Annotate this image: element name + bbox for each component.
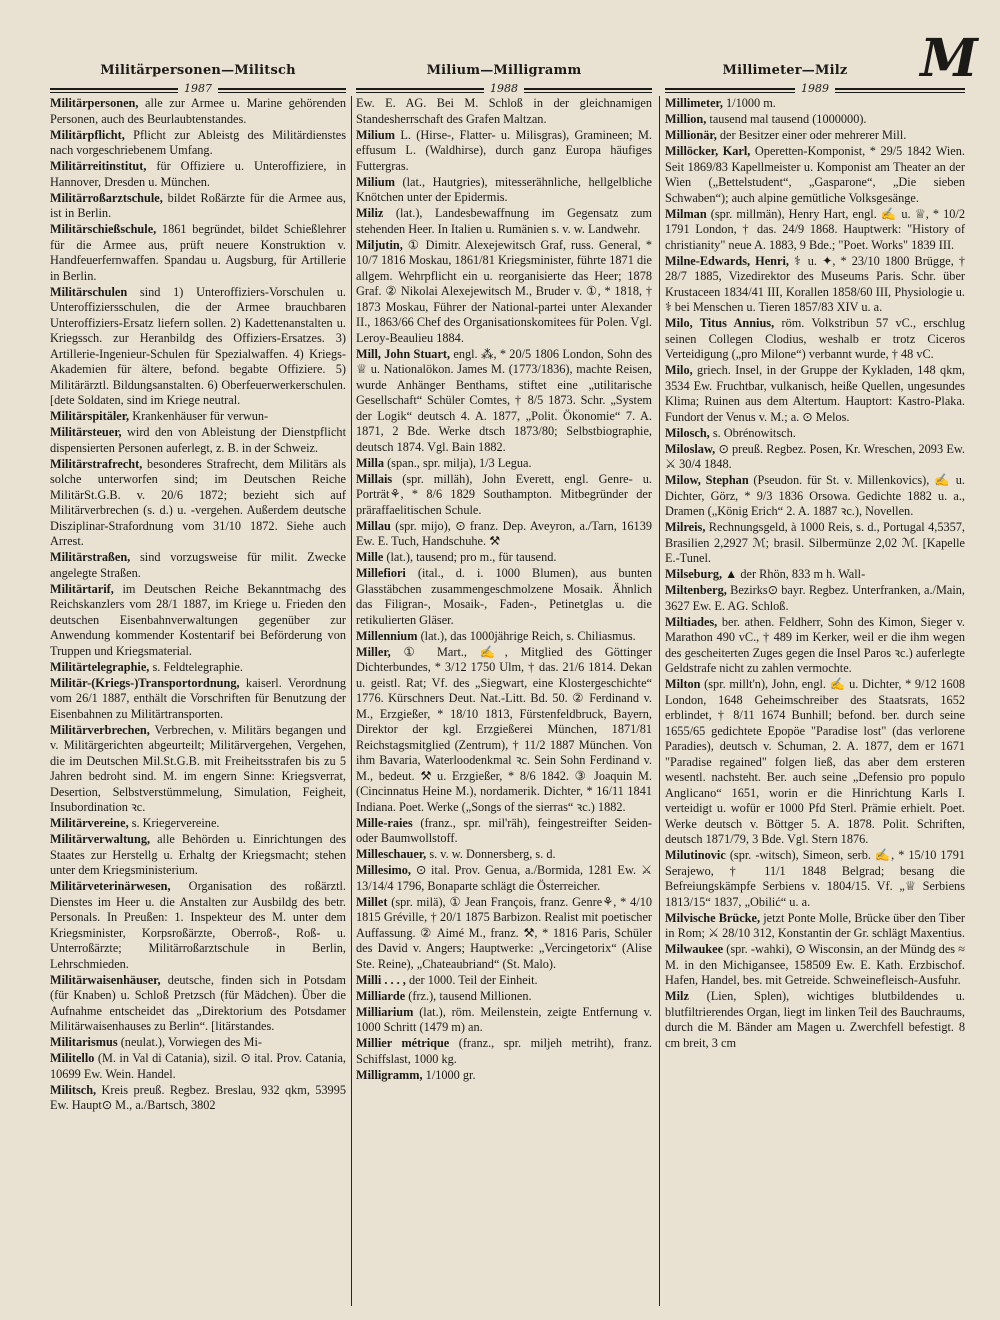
dictionary-entry [50,285,346,409]
dictionary-entry [665,96,965,112]
dictionary-entry [356,863,652,894]
dictionary-entry [665,911,965,942]
entry-text: Verbrechen, v. Militärs begangen und v. Militärgerichten abgeurteilt; Militärvergehen, Vergehen, die im Deutschen Mil.St.G.B. mit Freiheitsstrafen bis zu 5 Jahren bedroht sind. M. im engern Sinne: Kriegsverrat, Desertion, Selbstverstümmelung, Simulation, Feigheit, Insubordination ꝛc. [50,722,346,814]
entry-text: ▲ der Rhön, 833 m h. Wall- [722,567,866,581]
entry-headword: Milli . . . , [356,972,406,987]
entry-headword: Militsch, [50,1082,97,1097]
dictionary-entry [50,457,346,550]
entry-text: (lat.), röm. Meilenstein, zeigte Entfernung v. 1000 Schritt (1479 m) an. [356,1004,652,1034]
entry-text: s. Obrénowitsch. [709,425,796,440]
entry-headword: Militärroßarztschule, [50,190,163,205]
entry-text: sind vorzugsweise für milit. Zwecke angelegte Straßen. [50,550,346,580]
dictionary-entry [665,112,965,128]
entry-text: alle Behörden u. Einrichtungen des Staates zur Herstellg u. Erhaltg der Kriegsmacht; stehen unter dem Kriegsministerium. [50,832,346,877]
entry-text: für Offiziere u. Unteroffiziere, in Hannover, Dresden u. München. [50,159,346,189]
entry-headword: Militärwaisenhäuser, [50,972,161,987]
entry-text: Krankenhäuser für verwun- [129,409,269,423]
entry-headword: Millier métrique [356,1036,450,1050]
dictionary-entry [50,879,346,972]
dictionary-entry [50,128,346,159]
entry-headword: Million, [665,112,707,126]
entry-text: (spr. -witsch), Simeon, serb. ✍, * 15/10 1791 Serajewo, † 11/1 1848 Belgrad; besang die Befreiungskämpfe Serbiens v. 1804/15. Vf. „♕ Serbiens 1813/15“ 1837, „Obilić“ u. a. [665,848,965,909]
entry-text: (spr. -wahki), ⊙ Wisconsin, an der Mündg des ≈ M. in den Michigansee, 158509 Ew. E. Kath. Erzbischof. Hafen, Handel, bes. mit Getreide. Schweinefleisch-Ausfuhr. [665,942,965,987]
dictionary-entry [50,409,346,425]
entry-headword: Milseburg, [665,567,723,581]
entry-text: 1861 begründet, bildet Schießlehrer für die Armee aus, prüft neuere Konstruktion v. Handfeuerfernwaffen. Spandau u. Augsburg, für Artillerie in Berlin. [50,222,346,283]
entry-headword: Milla [356,455,385,470]
running-head-left: Militärpersonen—Militsch [100,63,296,78]
entry-text: (lat.), das 1000jährige Reich, s. Chiliasmus. [417,628,636,643]
entry-headword: Miltenberg, [665,583,727,597]
entry-text: s. v. w. Donnersberg, s. d. [426,847,556,861]
entry-text: (spr. millmän), Henry Hart, engl. ✍ u. ♕, * 10/2 1791 London, † das. 24/9 1868. Hauptwerk: "History of christianity" neue A. 1883, 9 Bde.; "Poet. Works" 1839 III. [665,206,965,252]
entry-text: im Deutschen Reiche Bekanntmachg des Reichskanzlers vom 28/1 1887, im Kriege u. Frieden den deutschen Eisenbahnverwaltungen gegenüber zur Anwendung kommender Kostentarif bei Beförderung von Truppen und Kriegsmaterial. [50,581,346,658]
entry-text: alle zur Armee u. Marine gehörenden Personen, auch des Beurlaubtenstandes. [50,96,346,126]
entry-headword: Militarismus [50,1035,118,1049]
entry-text: (Lien, Splen), wichtiges blutbildendes u. blutfiltrierendes Organ, liegt im linken Teil des Bauchraums, durch die M. Bänder am Magen u. Zwerchfell befestigt. 8 cm breit, 3 cm [665,989,965,1050]
dictionary-entry [665,473,965,520]
dictionary-entry [356,472,652,519]
entry-text: ① Mart., ✍, Mitglied des Göttinger Dichterbundes, * 3/12 1750 Ulm, † das. 21/6 1814. Dekan u. geistl. Rat; Vf. des „Siegwart, eine Klostergeschichte“ 1776. Kürschners Deut. Nat.-Litt. Bd. 50. ② Ferdinand v. M., Erzgießer, * 18/10 1813, Fürstenfeldbruck, Bayern, Direktor der kgl. Erzgießerei München, 1871/81 Reichstagsmitglied (Zentrum), † 11/2 1887 München. Von ihm Bavaria, Waterloodenkmal ꝛc. Sein Sohn Ferdinand v. M., bedeut. ⚒ u. Erzgießer, * 8/6 1842. ③ Joaquin M. (Cincinnatus Heine M.), nordamerik. Dichter, * 16/11 1841 Indiana. Poet. Werke („Songs of the sierras“ ꝛc.) 1882. [356,644,652,814]
dictionary-entry [50,973,346,1035]
entry-headword: Militärstrafrecht, [50,456,143,471]
entry-text: (lat., Hautgries), mitesserähnliche, hellgelbliche Knötchen unter der Epidermis. [356,174,652,204]
dictionary-entry [665,144,965,206]
entry-text: ⊙ ital. Prov. Genua, a./Bormida, 1281 Ew. ⚔ 13/14/4 1796, Bonaparte schlägt die Österreicher. [356,863,652,893]
dictionary-entry [356,645,652,816]
dictionary-entry [50,660,346,676]
entry-headword: Militärsteuer, [50,425,122,439]
dictionary-entry [356,96,652,127]
entry-text: ⚕ u. ✦, * 23/10 1800 Brügge, † 28/7 1885, Vizedirektor des Museums Paris. Schr. über Krustaceen 1834/41 III, Korallen 1858/60 III, Physiologie u. ⚕ bei Menschen u. Tieren 1857/83 XIV u. a. [665,253,965,314]
dictionary-entry [665,989,965,1051]
dictionary-entry [356,206,652,237]
entry-text: L. (Hirse-, Flatter- u. Milisgras), Gramineen; M. effusum L. (Waldhirse), durch ganz Europa häufiges Futtergras. [356,127,652,173]
entry-text: röm. Volkstribun 57 vC., erschlug seinen Collegen Clodius, weshalb er trotz Ciceros Verteidigung („pro Milone“) verbannt wurde, † 48 vC. [665,316,965,361]
dictionary-entry [50,1035,346,1051]
entry-headword: Milton [665,677,701,691]
dictionary-entry [665,254,965,316]
dictionary-entry [665,567,965,583]
entry-headword: Militärspitäler, [50,409,130,423]
entry-text: ber. athen. Feldherr, Sohn des Kimon, Sieger v. Marathon 490 vC., † 489 im Kerker, weil er die ihm wegen des gescheiterten Zuges gegen die Insel Paros ꝛc.) auferlegte Geldstrafe nicht zu zahlen vermochte. [665,614,965,675]
dictionary-entry [356,816,652,847]
dictionary-entry [356,847,652,863]
dictionary-entry [356,1068,652,1084]
entry-headword: Militärtarif, [50,581,114,596]
page-number-left: 1987 [178,82,218,95]
entry-text: griech. Insel, in der Gruppe der Kykladen, 148 qkm, 3534 Ew. Fruchtbar, vulkanisch, heiße Quellen, ungesundes Klima; Ruinen aus dem Altertum. Hauptort: Kastro-Plaka. Fundort der Venus v. M.; a. ⊙ Melos. [665,363,965,424]
entry-text: 1/1000 gr. [422,1067,476,1082]
entry-headword: Millesimo, [356,863,411,877]
dictionary-entry [356,1005,652,1036]
entry-headword: Militärverbrechen, [50,722,150,737]
entry-text: besonderes Strafrecht, dem Militärs als solche unterworfen sind; im Deutschen Reiche MilitärSt.G.B. v. 20/6 1872; bezieht sich auf Militärverbrechen (s. d.) u. -vergehen. Außerdem deutsche Disziplinar-Strafordnung vom 31/10 1872. Siehe auch Arrest. [50,456,346,548]
entry-text: Pflicht zur Ableistg des Militärdienstes nach vorgeschriebenem Umfang. [50,127,346,157]
dictionary-entry [665,363,965,425]
entry-text: wird den von Ableistung der Dienstpflicht dispensierten Personen auferlegt, z. B. in der Schweiz. [50,425,346,455]
entry-headword: Millet [356,894,388,909]
entry-text: (ital., d. i. 1000 Blumen), aus bunten Glasstäbchen zusammengeschmolzene Mosaik. Ähnlich das Filigran-, Mosaik-, Faden-, Petinetglas u. die retikulierten Gläser. [356,566,652,627]
entry-text: der Besitzer einer oder mehrerer Mill. [716,128,907,142]
entry-headword: Miller, [356,644,391,659]
dictionary-entry [665,942,965,989]
running-head-center: Milium—Milligramm [426,63,582,78]
entry-headword: Militärverwaltung, [50,832,151,846]
entry-headword: Milreis, [665,520,706,534]
column-divider [659,96,660,1306]
entry-headword: Militärpflicht, [50,127,125,142]
entry-text: s. Feldtelegraphie. [149,659,243,674]
entry-text: engl. ⁂, * 20/5 1806 London, Sohn des ♕ u. Nationalökon. James M. (1773/1836), machte Reisen, wurde Anhänger Benthams, stiftet eine „utilitarische Gesellschaft“ Schüler Comtes, † 8/5 1873. Schr. „System der Logik“ deutsch 4. A. 1877, „Polit. Ökonomie“ 7. A. 1871, 2 Bde. Werke dtsch 1873/80; Selbstbiographie, deutsch 1874. Vgl. Bain 1882. [356,346,652,454]
entry-text: (franz., spr. mil'räh), feingestreifter Seiden- oder Baumwollstoff. [356,815,652,845]
entry-headword: Militärvereine, [50,816,129,830]
dictionary-entry [356,973,652,989]
dictionary-entry [665,316,965,363]
entry-headword: Millais [356,471,393,486]
entry-text: (span., spr. milja), 1/3 Legua. [384,455,532,470]
entry-text: Ew. E. AG. Bei M. Schloß in der gleichnamigen Standesherrschaft des Grafen Maltzan. [356,96,652,126]
dictionary-entry [356,989,652,1005]
column-center [356,96,652,1306]
entry-headword: Militello [50,1051,95,1065]
dictionary-entry [665,128,965,144]
header-rule-left [50,82,346,96]
entry-headword: Militärpersonen, [50,96,139,110]
dictionary-entry [665,848,965,910]
entry-headword: Militärstraßen, [50,550,131,564]
running-head-right: Millimeter—Milz [722,63,848,78]
entry-text: (spr. millt'n), John, engl. ✍ u. Dichter, * 9/12 1608 London, 1648 Geheimschreiber des Staatsrats, 1652 erblindet, † 8/11 1674 Bunhill; befond. ber. durch seine 1655/65 gedichtete Epopöe "Paradise lost" (das verlorene Paradies), deutsch v. Schuman, 2. A. 1877, dem er 1671 "Paradise regained" folgen ließ, das aber dem ersteren wesentl. nachsteht. Ber. auch seine „Defensio pro populo Anglicano“ 1651, worin er die Hinrichtung Karls I. verteidigt u. wofür er 1000 Pfd Sterl. Prämie erhielt. Poet. Werke deutsch v. Böttger 5. A. 1878. Polit. Schriften, deutsch 1871/79, 3 Bde. Vgl. Stern 1876. [665,677,965,846]
entry-headword: Milman [665,206,707,221]
entry-headword: Millau [356,518,391,533]
dictionary-entry [50,723,346,816]
page-number-right: 1989 [795,82,835,95]
entry-headword: Milz [665,989,689,1003]
dictionary-entry [356,566,652,628]
dictionary-entry [50,816,346,832]
entry-headword: Mille [356,550,384,564]
entry-text: (Pseudon. für St. v. Millenkovics), ✍ u. Dichter, Görz, * 9/3 1836 Orsowa. Gedichte 1882 u. a., Dramen („König Erich“ 2. A. 1887 ꝛc.), Novellen. [665,473,965,518]
dictionary-entry [50,1051,346,1082]
entry-text: (frz.), tausend Millionen. [405,988,532,1003]
entry-headword: Mille-raies [356,815,413,830]
dictionary-entry [665,520,965,567]
entry-text: (spr. milläh), John Everett, engl. Genre- u. Porträt⚘, * 8/6 1829 Southampton. Mitbegründer der präraffaelitischen Schule. [356,471,652,517]
dictionary-entry [50,96,346,127]
dictionary-entry [356,128,652,175]
entry-headword: Miliz [356,206,384,220]
entry-headword: Militärveterinärwesen, [50,879,171,893]
dictionary-entry [50,550,346,581]
column-left [50,96,346,1306]
entry-headword: Milleschauer, [356,847,427,861]
entry-text: kaiserl. Verordnung vom 26/1 1887, enthält die Vorschriften für Benutzung der Eisenbahnen zu Militärtransporten. [50,675,346,721]
entry-text: (lat.), tausend; pro m., für tausend. [383,550,557,564]
entry-headword: Milliarde [356,988,406,1003]
entry-headword: Millionär, [665,128,717,142]
dictionary-entry [50,425,346,456]
dictionary-entry [665,426,965,442]
entry-text: (franz., spr. miljeh metriht), franz. Schiffslast, 1000 kg. [356,1036,652,1066]
entry-headword: Milium [356,174,395,189]
page-number-center: 1988 [484,82,524,95]
dictionary-entry [50,832,346,879]
section-letter: M [920,28,978,89]
dictionary-entry [356,456,652,472]
entry-text: ⊙ preuß. Regbez. Posen, Kr. Wreschen, 2093 Ew. ⚔ 30/4 1848. [665,441,965,471]
entry-headword: Millefiori [356,566,406,580]
dictionary-entry [356,550,652,566]
entry-headword: Milligramm, [356,1067,423,1082]
dictionary-entry [356,1036,652,1067]
entry-text: (neulat.), Vorwiegen des Mi- [117,1035,262,1049]
entry-text: (M. in Val di Catania), sizil. ⊙ ital. Prov. Catania, 10699 Ew. Wein. Handel. [50,1051,346,1081]
entry-headword: Milutinovic [665,848,726,862]
dictionary-entry [665,677,965,848]
entry-text: 1/1000 m. [722,96,776,110]
entry-text: Bezirks⊙ bayr. Regbez. Unterfranken, a./Main, 3627 Ew. E. AG. Schloß. [665,583,965,613]
dictionary-entry [356,519,652,550]
column-divider [351,96,352,1306]
entry-headword: Militärschulen [50,284,128,299]
dictionary-entry [50,1083,346,1114]
entry-headword: Milliarium [356,1004,414,1019]
entry-headword: Milosch, [665,425,710,440]
entry-headword: Millöcker, Karl, [665,144,751,158]
entry-headword: Millennium [356,628,418,643]
entry-headword: Milium [356,127,395,142]
dictionary-entry [665,615,965,677]
entry-text: Organisation des roßärztl. Dienstes im Heer u. die Anstalten zur Ausbildg des betr. Personals. In Preußen: 1. Inspekteur des M. unter dem Kriegsminister, Korpsroßärzte, Oberroß-, Roß- u. Unterroßärzte; Militärroßarztschule in Berlin, Lehrschmieden. [50,879,346,971]
entry-headword: Milow, Stephan [665,473,749,487]
dictionary-entry [50,222,346,284]
entry-text: jetzt Ponte Molle, Brücke über den Tiber in Rom; ⚔ 28/10 312, Konstantin der Gr. schlägt Maxentius. [665,910,965,940]
dictionary-entry [50,159,346,190]
entry-text: tausend mal tausend (1000000). [706,112,867,126]
entry-headword: Milwaukee [665,942,724,956]
dictionary-entry [50,191,346,222]
entry-text: sind 1) Unteroffiziers-Vorschulen u. Unteroffiziersschulen, die der Armee brauchbaren Unteroffiziers-Ersatz liefern sollen. 2) Kadettenanstalten u. Kriegssch. zur Heranbildg des Offiziers-Ersatzes. 3) Artillerie-Ingenieur-Schulen für Spezialwaffen. 4) Kriegs-Akademien für ältere, befond. begabte Offiziere. 5) Militärärztl. Bildungsanstalten. 6) Oberfeuerwerkerschulen. [dete Soldaten, sind im Kriege neutral. [50,284,346,407]
entry-headword: Milo, Titus Annius, [665,316,775,330]
entry-headword: Miltiades, [665,614,718,629]
entry-text: ① Dimitr. Alexejewitsch Graf, russ. General, * 10/7 1816 Moskau, 1861/81 Kriegsminister, führte 1871 die allgem. Wehrpflicht ein u. reorganisierte das Heer; 1878 Graf. ② Nikolai Alexejewitsch M., Bruder v. ①, * 1818, † 1873 Moskau, Führer der National-partei unter Alexander II., 1863/66 Chef des Organisationskomitees für Polen. Vgl. Leroy-Beaulieu 1884. [356,237,652,345]
entry-text: s. Kriegervereine. [128,816,220,830]
entry-headword: Militärtelegraphie, [50,659,150,674]
entry-headword: Milo, [665,363,693,377]
dictionary-entry [50,676,346,723]
entry-text: (spr. mijo), ⊙ franz. Dep. Aveyron, a./Tarn, 16139 Ew. E. Tuch, Handschuhe. ⚒ [356,518,652,548]
entry-headword: Millimeter, [665,96,723,110]
entry-text: Operetten-Komponist, * 29/5 1842 Wien. Seit 1869/83 Kapellmeister u. Komponist am Theater an der Wien („Bettelstudent“, „Gasparone“, „Die sieben Schwaben“); auch alpine gemütliche Volksgesänge. [665,144,965,205]
entry-headword: Milne-Edwards, Henri, [665,253,789,268]
dictionary-entry [356,238,652,347]
dictionary-entry [356,175,652,206]
entry-headword: Militärschießschule, [50,222,157,236]
column-right [665,96,965,1306]
header-rule-right [665,82,965,96]
dictionary-entry [665,583,965,614]
entry-text: (spr. milä), ① Jean François, franz. Genre⚘, * 4/10 1815 Gréville, † 20/1 1875 Barbizon. Realist mit poetischer Auffassung. ② Aimé M., franz. ⚒, * 1816 Paris, Schüler des David v. Angers; Hauptwerke: „Vercingetorix“ (Alise Ste. Reine), „Chateaubriand“ (St. Malo). [356,894,652,971]
entry-headword: Militär-(Kriegs-)Transportordnung, [50,675,240,690]
dictionary-entry [50,582,346,660]
entry-text: Rechnungsgeld, à 1000 Reis, s. d., Portugal 4,5357, Brasilien 2,2927 ℳ; brasil. Silbermünze 2,02 ℳ. [Kapelle E.-Tunel. [665,520,965,565]
entry-text: Kreis preuß. Regbez. Breslau, 932 qkm, 53995 Ew. Haupt⊙ M., a./Bartsch, 3802 [50,1082,346,1112]
entry-headword: Miloslaw, [665,441,716,456]
header-rule-center [356,82,652,96]
dictionary-entry [665,207,965,254]
entry-headword: Milvische Brücke, [665,910,761,925]
dictionary-entry [356,347,652,456]
entry-text: (lat.), Landesbewaffnung im Gegensatz zum stehenden Heer. In Italien u. Rumänien s. v. w. Landwehr. [356,206,652,236]
dictionary-entry [665,442,965,473]
entry-text: bildet Roßärzte für die Armee aus, ist in Berlin. [50,190,346,220]
entry-text: deutsche, finden sich in Potsdam (für Knaben) u. Schloß Pretzsch (für Mädchen). Über die Aufnahme entscheidet das „Direktorium des Potsdamer Militärwaisenhauses zu Berlin“. [litärstandes. [50,972,346,1033]
entry-headword: Mill, John Stuart, [356,346,451,361]
entry-headword: Militärreitinstitut, [50,159,147,173]
dictionary-entry [356,629,652,645]
entry-headword: Miljutin, [356,237,403,252]
dictionary-entry [356,895,652,973]
entry-text: der 1000. Teil der Einheit. [405,972,538,987]
